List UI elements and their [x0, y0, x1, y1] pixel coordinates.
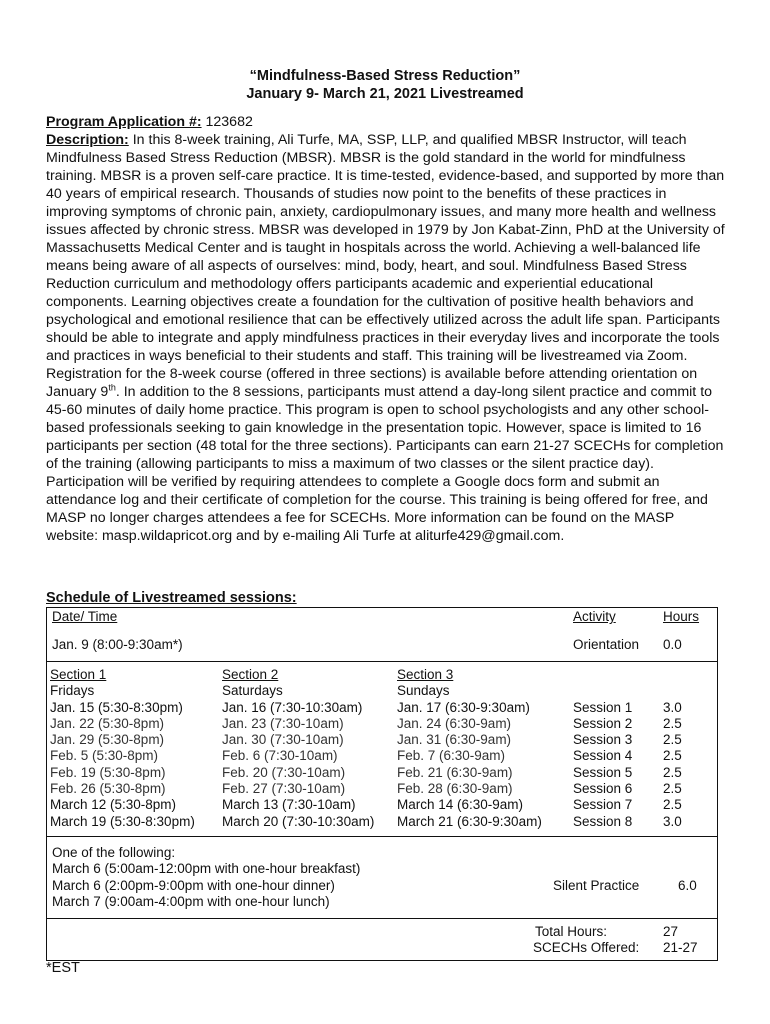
session-label: Session 3	[573, 732, 633, 748]
table-divider	[46, 836, 718, 837]
session-label: Session 1	[573, 699, 633, 715]
description-superscript: th	[108, 382, 116, 393]
column-header-activity: Activity	[573, 609, 616, 624]
scech-value: 21-27	[663, 940, 698, 955]
section-2-column	[222, 667, 374, 830]
session-hours-column	[663, 700, 682, 830]
session-date: Feb. 7 (6:30-9am)	[397, 748, 506, 764]
session-hours: 2.5	[663, 748, 682, 764]
table-divider	[46, 661, 718, 662]
timezone-note: *EST	[46, 960, 80, 976]
orientation-hours: 0.0	[663, 637, 682, 652]
silent-practice-line: March 6 (5:00am-12:00pm with one-hour breakfast)	[52, 861, 361, 877]
program-application-label: Program Application #:	[46, 114, 202, 130]
section-3-column	[397, 667, 542, 830]
session-date: Jan. 31 (6:30-9am)	[397, 732, 512, 748]
orientation-activity: Orientation	[573, 637, 640, 652]
session-date: March 12 (5:30-8pm)	[50, 797, 177, 813]
session-date: Feb. 26 (5:30-8pm)	[50, 781, 166, 797]
session-hours: 2.5	[663, 764, 682, 780]
total-hours-value: 27	[663, 924, 679, 939]
session-hours: 2.5	[663, 781, 682, 797]
description-text-part1: In this 8-week training, Ali Turfe, MA, SSP, LLP, and qualified MBSR Instructor, will teach Mindfulness Based Stress Reduction (MBSR). MBSR is the gold standard in the world for mindfulness training. MBSR is a proven self-care practice. It is time-tested, evidence-based, and supported by more than 40 years of empirical research. Thousands of studies now point to the benefits of these practices in improving symptoms of chronic pain, anxiety, cardiopulmonary issues, and many more health and wellness issues affected by chronic stress. MBSR was developed in 1979 by Jon Kabat-Zinn, PhD at the University of Massachusetts Medical Center and is taught in hospitals across the world. Achieving a well-balanced life means being aware of all aspects of ourselves: mind, body, heart, and soul. Mindfulness Based Stress Reduction curriculum and methodology offers participants academic and experiential educational components. Learning objectives create a foundation for the cultivation of positive health behaviors and psychological and emotional resilience that can be effectively utilized across the adult life span. Participants should be able to integrate and apply mindfulness practices in their everyday lives and incorporate the tools and practices in ways beneficial to their students and staff. This training will be livestreamed via Zoom. Registration for the 8-week course (offered in three sections) is available before attending orientation on January 9	[46, 132, 725, 400]
session-hours: 2.5	[663, 797, 682, 813]
section-day: Fridays	[50, 683, 95, 699]
session-date: Feb. 21 (6:30-9am)	[397, 764, 513, 780]
session-date: Jan. 30 (7:30-10am)	[222, 732, 344, 748]
session-date: Jan. 22 (5:30-8pm)	[50, 715, 165, 731]
section-title: Section 2	[222, 667, 279, 682]
session-label: Session 4	[573, 748, 633, 764]
scech-label: SCECHs Offered:	[533, 940, 640, 955]
session-date: Feb. 5 (5:30-8pm)	[50, 748, 159, 764]
session-date: Jan. 17 (6:30-9:30am)	[397, 699, 530, 715]
total-hours-label: Total Hours:	[535, 924, 608, 939]
session-hours: 2.5	[663, 715, 682, 731]
session-date: Feb. 20 (7:30-10am)	[222, 764, 346, 780]
silent-practice-hours: 6.0	[678, 878, 697, 893]
session-date: March 19 (5:30-8:30pm)	[50, 813, 195, 829]
session-date: Feb. 27 (7:30-10am)	[222, 781, 346, 797]
session-date: Jan. 29 (5:30-8pm)	[50, 732, 165, 748]
schedule-heading: Schedule of Livestreamed sessions:	[46, 590, 297, 606]
section-day: Sundays	[397, 683, 450, 699]
session-hours: 2.5	[663, 732, 682, 748]
silent-practice-line: One of the following:	[52, 845, 176, 860]
program-description	[46, 113, 728, 545]
session-date: Jan. 24 (6:30-9am)	[397, 715, 512, 731]
silent-practice-options	[52, 845, 360, 910]
session-label: Session 2	[573, 715, 633, 731]
session-date: March 14 (6:30-9am)	[397, 797, 524, 813]
session-date: March 21 (6:30-9:30am)	[397, 813, 542, 829]
session-date: Feb. 28 (6:30-9am)	[397, 781, 513, 797]
program-application-number: 123682	[201, 114, 253, 130]
session-activity-column	[573, 700, 632, 830]
session-date: Jan. 16 (7:30-10:30am)	[222, 699, 363, 715]
section-title: Section 3	[397, 667, 454, 682]
session-label: Session 7	[573, 797, 633, 813]
session-date: March 13 (7:30-10am)	[222, 797, 356, 813]
column-header-date: Date/ Time	[52, 609, 118, 624]
section-1-column	[50, 667, 195, 830]
section-day: Saturdays	[222, 683, 283, 699]
session-date: Feb. 19 (5:30-8pm)	[50, 764, 166, 780]
description-label: Description:	[46, 132, 129, 148]
silent-practice-activity: Silent Practice	[553, 878, 640, 893]
description-text-part2: . In addition to the 8 sessions, participants must attend a day-long silent practice and commit to 45-60 minutes of daily home practice. This program is open to school psychologists and any other school-based professionals seeking to gain knowledge in the presentation topic. However, space is limited to 16 participants per section (48 total for the three sections). Participants can earn 21-27 SCECHs for completion of the training (allowing participants to miss a maximum of two classes or the silent practice day). Participation will be verified by requiring attendees to complete a Google docs form and submit an attendance log and their certificate of completion for the course. This training is being offered for free, and MASP no longer charges attendees a fee for SCECHs. More information can be found on the MASP website: masp.wildapricot.org and by e-mailing Ali Turfe at aliturfe429@gmail.com.	[46, 384, 724, 544]
column-header-hours: Hours	[663, 609, 700, 624]
orientation-date: Jan. 9 (8:00-9:30am*)	[52, 637, 183, 652]
session-label: Session 6	[573, 781, 633, 797]
session-date: Feb. 6 (7:30-10am)	[222, 748, 338, 764]
session-hours: 3.0	[663, 699, 682, 715]
table-divider	[46, 918, 718, 919]
silent-practice-line: March 6 (2:00pm-9:00pm with one-hour dinner)	[52, 877, 335, 893]
session-date: Jan. 15 (5:30-8:30pm)	[50, 699, 183, 715]
document-dates: January 9- March 21, 2021 Livestreamed	[246, 86, 524, 102]
session-label: Session 5	[573, 764, 633, 780]
session-hours: 3.0	[663, 813, 682, 829]
document-title: “Mindfulness-Based Stress Reduction”	[249, 68, 521, 84]
section-title: Section 1	[50, 667, 107, 682]
silent-practice-line: March 7 (9:00am-4:00pm with one-hour lunch)	[52, 893, 330, 909]
session-label: Session 8	[573, 813, 633, 829]
session-date: March 20 (7:30-10:30am)	[222, 813, 375, 829]
session-date: Jan. 23 (7:30-10am)	[222, 715, 344, 731]
